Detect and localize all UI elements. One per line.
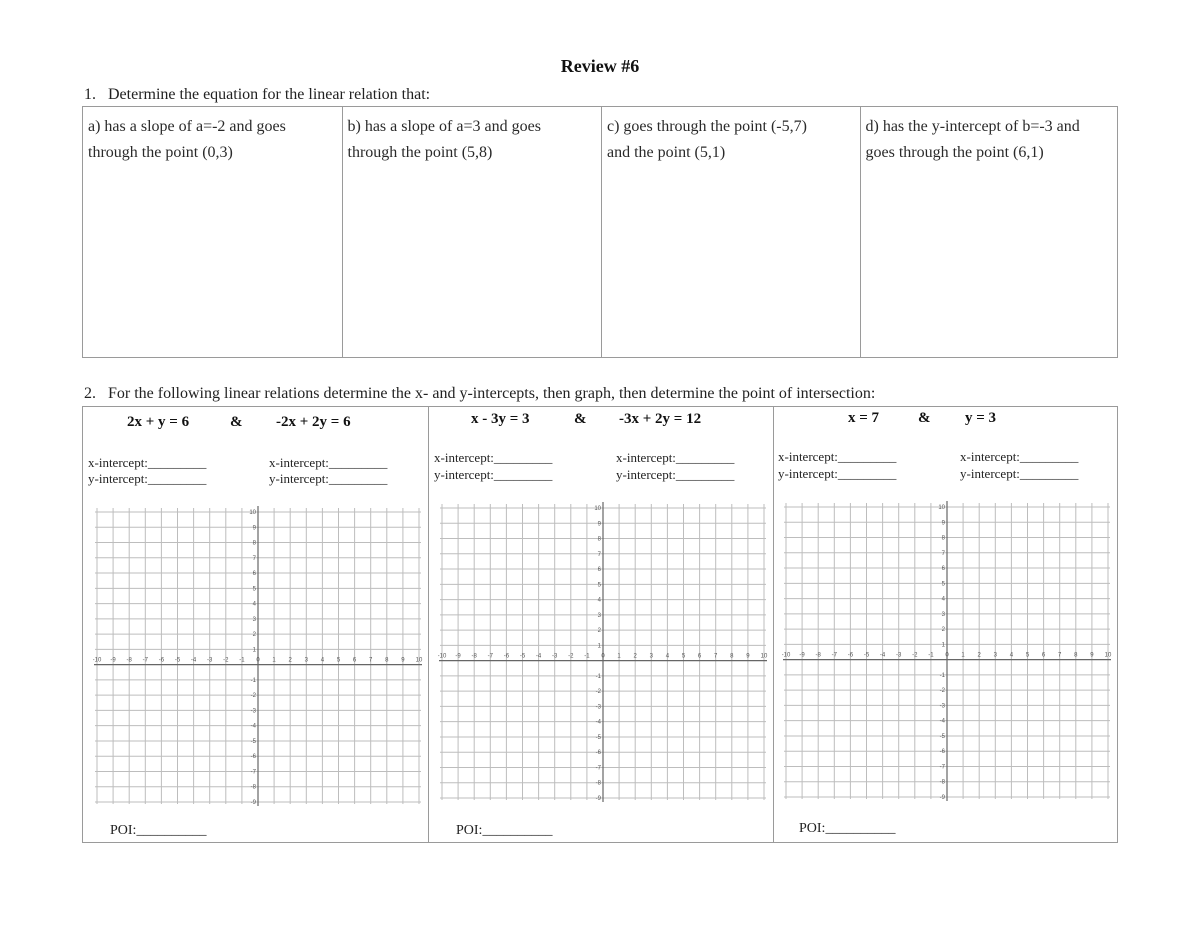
x-axis-tick-label: 2 [977, 652, 981, 659]
y-axis-tick-label: 1 [252, 647, 256, 654]
graph-panel-2 [428, 407, 773, 842]
y-intercept-field-2[interactable]: y-intercept:_________ [269, 471, 388, 486]
x-axis-tick-label: 1 [272, 657, 276, 664]
cell-text-line: d) has the y-intercept of b=-3 and [865, 118, 1080, 135]
x-axis-tick-label: -10 [93, 657, 102, 664]
y-axis-tick-label: -2 [250, 693, 256, 700]
ampersand: & [918, 410, 931, 426]
x-axis-tick-label: -7 [142, 657, 148, 664]
y-axis-tick-label: -4 [250, 723, 256, 730]
y-axis-tick-label: -7 [939, 764, 945, 771]
coordinate-grid[interactable] [438, 500, 768, 804]
y-axis-tick-label: 1 [597, 643, 601, 650]
y-axis-tick-label: 6 [597, 567, 601, 574]
poi-field[interactable]: POI:__________ [456, 823, 553, 838]
x-axis-tick-label: 5 [336, 657, 341, 664]
y-axis-tick-label: -6 [595, 750, 601, 757]
x-axis-tick-label: 0 [256, 657, 260, 664]
x-axis-tick-label: -6 [158, 657, 165, 664]
y-axis-tick-label: 8 [597, 536, 601, 543]
coordinate-grid[interactable] [93, 504, 423, 808]
x-axis-tick-label: -2 [912, 652, 918, 659]
x-axis-tick-label: 7 [369, 657, 373, 664]
x-intercept-field-1[interactable]: x-intercept:_________ [434, 450, 553, 465]
question-1-prompt [84, 86, 430, 104]
question-2-prompt [84, 385, 875, 403]
x-axis-tick-label: -9 [110, 657, 116, 664]
x-axis-tick-label: 3 [304, 657, 308, 664]
y-axis-tick-label: -8 [595, 780, 601, 787]
x-axis-tick-label: 10 [760, 653, 768, 660]
equation-2: y = 3 [965, 410, 997, 426]
y-intercept-field-2[interactable]: y-intercept:_________ [960, 466, 1079, 481]
y-axis-tick-label: -8 [250, 784, 256, 791]
y-axis-tick-label: -9 [595, 796, 601, 802]
x-intercept-field-2[interactable]: x-intercept:_________ [960, 449, 1079, 464]
y-axis-tick-label: 4 [597, 597, 601, 604]
question-1-cell-d[interactable] [860, 107, 1118, 357]
x-axis-tick-label: 0 [945, 652, 949, 659]
question-2-table [82, 406, 1118, 843]
y-axis-tick-label: 3 [941, 611, 945, 618]
x-axis-tick-label: -6 [503, 653, 510, 660]
x-intercept-field-1[interactable]: x-intercept:_________ [778, 449, 897, 464]
x-axis-tick-label: -4 [879, 652, 886, 659]
x-axis-tick-label: 6 [697, 653, 702, 660]
y-axis-tick-label: -1 [595, 673, 601, 680]
y-axis-tick-label: 9 [941, 520, 945, 527]
y-axis-tick-label: -5 [250, 738, 256, 745]
question-2-number: 2. [84, 385, 96, 402]
x-axis-tick-label: -3 [896, 652, 902, 659]
x-axis-tick-label: 1 [961, 652, 965, 659]
x-axis-tick-label: 8 [1074, 652, 1078, 659]
question-1-table [82, 106, 1118, 358]
question-1-text: Determine the equation for the linear relation that: [108, 86, 431, 103]
y-axis-tick-label: 5 [597, 582, 601, 589]
x-axis-tick-label: 10 [1104, 652, 1112, 659]
y-axis-tick-label: -9 [939, 795, 945, 801]
cell-text-line: a) has a slope of a=-2 and goes [88, 118, 286, 135]
graph-panel-1 [83, 407, 428, 842]
x-axis-tick-label: 8 [385, 657, 389, 664]
x-axis-tick-label: -4 [190, 657, 197, 664]
x-axis-tick-label: -8 [126, 657, 132, 664]
cell-text-line: through the point (0,3) [88, 144, 233, 161]
y-axis-tick-label: -3 [939, 703, 945, 710]
poi-field[interactable]: POI:__________ [799, 821, 896, 836]
equation-1: x = 7 [848, 410, 880, 426]
x-intercept-field-2[interactable]: x-intercept:_________ [269, 455, 388, 470]
cell-text-line: through the point (5,8) [347, 144, 493, 161]
y-axis-tick-label: 7 [252, 555, 256, 562]
x-axis-tick-label: -8 [471, 653, 477, 660]
ampersand: & [574, 411, 587, 427]
x-axis-tick-label: 7 [714, 653, 718, 660]
y-axis-tick-label: 2 [597, 628, 601, 635]
equation-1: 2x + y = 6 [127, 414, 190, 430]
y-axis-tick-label: 10 [938, 505, 945, 511]
x-axis-tick-label: 4 [1009, 652, 1014, 659]
page-title: Review #6 [560, 56, 640, 76]
y-axis-tick-label: 3 [252, 616, 256, 623]
equation-2: -2x + 2y = 6 [276, 414, 351, 430]
x-axis-tick-label: -1 [239, 657, 245, 664]
x-intercept-field-1[interactable]: x-intercept:_________ [88, 455, 207, 470]
y-axis-tick-label: -3 [250, 708, 256, 715]
x-axis-tick-label: -5 [519, 653, 526, 660]
y-axis-tick-label: -2 [595, 689, 601, 696]
y-axis-tick-label: -6 [250, 754, 256, 761]
x-axis-tick-label: -4 [535, 653, 542, 660]
graph-panel-3 [773, 407, 1117, 842]
x-axis-tick-label: 2 [633, 653, 637, 660]
x-axis-tick-label: -8 [815, 652, 821, 659]
y-axis-tick-label: -1 [939, 672, 945, 679]
x-axis-tick-label: 4 [665, 653, 670, 660]
cell-text-line: b) has a slope of a=3 and goes [347, 118, 541, 135]
x-axis-tick-label: -7 [831, 652, 837, 659]
x-intercept-field-2[interactable]: x-intercept:_________ [616, 450, 735, 465]
y-axis-tick-label: -4 [939, 718, 945, 725]
x-axis-tick-label: -6 [847, 652, 854, 659]
x-axis-tick-label: 7 [1058, 652, 1062, 659]
y-axis-tick-label: -5 [595, 734, 601, 741]
y-axis-tick-label: 8 [252, 540, 256, 547]
y-axis-tick-label: -7 [595, 765, 601, 772]
y-axis-tick-label: -7 [250, 769, 256, 776]
y-axis-tick-label: 5 [941, 581, 945, 588]
x-axis-tick-label: -9 [799, 652, 805, 659]
x-axis-tick-label: 4 [320, 657, 325, 664]
x-axis-tick-label: 10 [415, 657, 423, 664]
y-axis-tick-label: 8 [941, 535, 945, 542]
x-axis-tick-label: -5 [174, 657, 181, 664]
y-axis-tick-label: 4 [941, 596, 945, 603]
x-axis-tick-label: 5 [681, 653, 686, 660]
x-axis-tick-label: 9 [746, 653, 750, 660]
x-axis-tick-label: 8 [730, 653, 734, 660]
equation-2: -3x + 2y = 12 [619, 411, 702, 427]
x-axis-tick-label: -10 [438, 653, 447, 660]
x-axis-tick-label: 3 [649, 653, 653, 660]
question-2-text: For the following linear relations determine the x- and y-intercepts, then graph, then determine the point of intersection: [108, 385, 876, 402]
y-axis-tick-label: -8 [939, 779, 945, 786]
x-axis-tick-label: -7 [487, 653, 493, 660]
cell-text-line: c) goes through the point (-5,7) [607, 118, 807, 135]
y-axis-tick-label: 5 [252, 586, 256, 593]
poi-field[interactable]: POI:__________ [110, 823, 207, 838]
question-1-cell-b[interactable] [342, 107, 602, 357]
x-axis-tick-label: -5 [863, 652, 870, 659]
x-axis-tick-label: 9 [401, 657, 405, 664]
cell-text-line: and the point (5,1) [607, 144, 726, 161]
x-axis-tick-label: 6 [352, 657, 357, 664]
equation-1: x - 3y = 3 [471, 411, 530, 427]
question-1-cell-c[interactable] [601, 107, 860, 357]
y-axis-tick-label: -4 [595, 719, 601, 726]
x-axis-tick-label: 2 [288, 657, 292, 664]
y-axis-tick-label: 10 [594, 506, 601, 512]
question-1-number: 1. [84, 86, 96, 103]
y-axis-tick-label: 6 [252, 571, 256, 578]
x-axis-tick-label: -1 [584, 653, 590, 660]
y-axis-tick-label: 2 [252, 632, 256, 639]
y-axis-tick-label: 1 [941, 642, 945, 649]
y-axis-tick-label: 4 [252, 601, 256, 608]
y-axis-tick-label: 3 [597, 612, 601, 619]
x-axis-tick-label: -3 [552, 653, 558, 660]
y-axis-tick-label: -1 [250, 677, 256, 684]
y-axis-tick-label: 10 [249, 510, 256, 516]
x-axis-tick-label: 9 [1090, 652, 1094, 659]
y-axis-tick-label: -5 [939, 733, 945, 740]
question-1-cell-a[interactable] [83, 107, 342, 357]
y-axis-tick-label: 9 [597, 521, 601, 528]
x-axis-tick-label: -9 [455, 653, 461, 660]
y-axis-tick-label: 6 [941, 566, 945, 573]
x-axis-tick-label: -1 [928, 652, 934, 659]
x-axis-tick-label: 5 [1025, 652, 1030, 659]
x-axis-tick-label: 0 [601, 653, 605, 660]
x-axis-tick-label: 6 [1041, 652, 1046, 659]
x-axis-tick-label: 3 [993, 652, 997, 659]
y-axis-tick-label: -2 [939, 688, 945, 695]
x-axis-tick-label: 1 [617, 653, 621, 660]
cell-text-line: goes through the point (6,1) [865, 144, 1044, 161]
y-intercept-field-1[interactable]: y-intercept:_________ [88, 471, 207, 486]
ampersand: & [230, 414, 243, 430]
x-axis-tick-label: -10 [782, 652, 791, 659]
y-axis-tick-label: -6 [939, 749, 945, 756]
y-axis-tick-label: 2 [941, 627, 945, 634]
y-intercept-field-1[interactable]: y-intercept:_________ [434, 467, 553, 482]
y-axis-tick-label: 7 [941, 550, 945, 557]
x-axis-tick-label: -3 [207, 657, 213, 664]
coordinate-grid[interactable] [782, 499, 1112, 803]
y-axis-tick-label: -3 [595, 704, 601, 711]
x-axis-tick-label: -2 [568, 653, 574, 660]
y-axis-tick-label: 7 [597, 551, 601, 558]
y-axis-tick-label: -9 [250, 800, 256, 806]
y-intercept-field-1[interactable]: y-intercept:_________ [778, 466, 897, 481]
y-intercept-field-2[interactable]: y-intercept:_________ [616, 467, 735, 482]
x-axis-tick-label: -2 [223, 657, 229, 664]
y-axis-tick-label: 9 [252, 525, 256, 532]
